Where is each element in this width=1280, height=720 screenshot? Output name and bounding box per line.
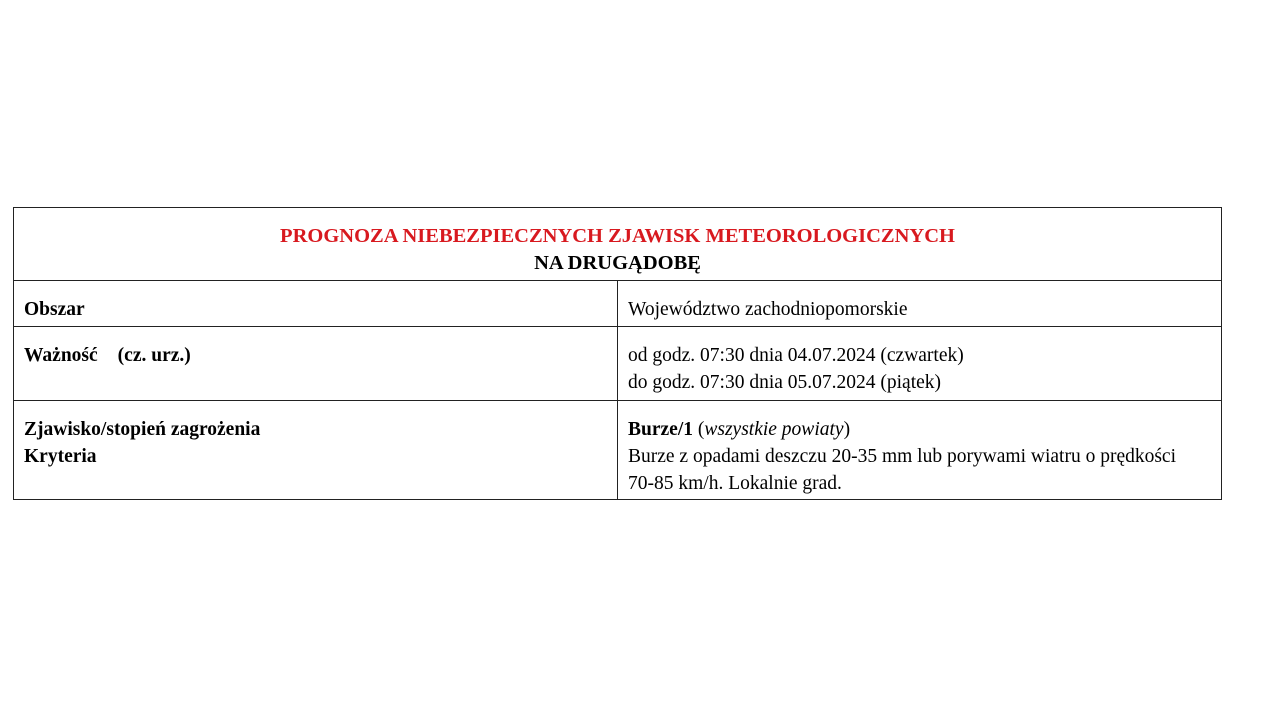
phenomenon-label-cell — [14, 401, 618, 500]
validity-label-main: Ważność — [24, 345, 98, 366]
validity-value — [628, 342, 1185, 396]
table-row-phenomenon — [14, 401, 1222, 500]
title-cell — [14, 208, 1222, 281]
validity-label-note: (cz. urz.) — [117, 345, 191, 366]
table-row-validity — [14, 327, 1222, 401]
validity-from: od godz. 07:30 dnia 04.07.2024 (czwartek) — [628, 345, 964, 366]
warning-table — [13, 207, 1222, 500]
area-value: Województwo zachodniopomorskie — [628, 299, 908, 320]
title-row — [14, 208, 1222, 281]
phenomenon-value-cell — [618, 401, 1222, 500]
document-title: PROGNOZA NIEBEZPIECZNYCH ZJAWISK METEOROLOGICZNYCH — [280, 225, 955, 247]
phenomenon-scope-open: ( — [697, 419, 705, 440]
phenomenon-value — [628, 416, 1185, 497]
phenomenon-criteria: Burze z opadami deszczu 20-35 mm lub porywami wiatru o prędkości 70-85 km/h. Lokalnie grad. — [628, 446, 1177, 494]
phenomenon-label-line1: Zjawisko/stopień zagrożenia — [24, 419, 261, 440]
table-row-area — [14, 281, 1222, 327]
document-subtitle: NA DRUGĄDOBĘ — [534, 252, 701, 274]
validity-label-cell — [14, 327, 618, 401]
validity-value-cell — [618, 327, 1222, 401]
phenomenon-heading — [628, 416, 1185, 443]
phenomenon-label-line2: Kryteria — [24, 446, 97, 467]
area-value-cell — [618, 281, 1222, 327]
phenomenon-scope-close: ) — [843, 419, 851, 440]
area-label: Obszar — [24, 299, 85, 320]
phenomenon-label — [24, 416, 617, 470]
validity-label — [24, 342, 617, 369]
phenomenon-name: Burze/1 — [628, 419, 693, 440]
area-label-cell — [14, 281, 618, 327]
phenomenon-scope: wszystkie powiaty — [704, 419, 844, 440]
validity-to: do godz. 07:30 dnia 05.07.2024 (piątek) — [628, 372, 942, 393]
